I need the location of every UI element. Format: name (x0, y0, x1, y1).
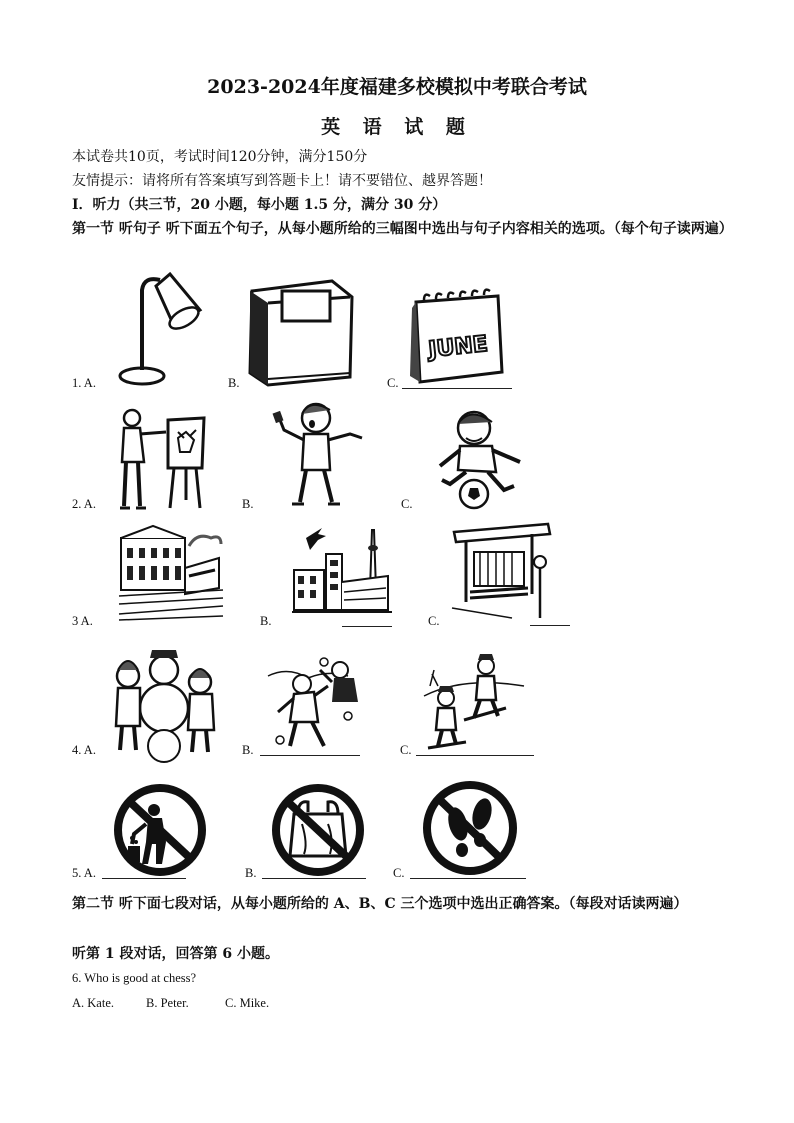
painting-man-icon (118, 408, 208, 512)
snowball-fight-icon (268, 656, 362, 754)
q6-option-c: C. Mike. (225, 996, 270, 1010)
exam-title: 2023-2024年度福建多校模拟中考联合考试 (207, 76, 587, 98)
part1-instructions: 第一节 听句子 听下面五个句子，从每小题所给的三幅图中选出与句子内容相关的选项。（每个句子读两遍） (72, 221, 733, 237)
no-plastic-bag-icon (268, 784, 368, 876)
no-footprints-icon (420, 780, 520, 876)
football-boy-icon (430, 410, 530, 510)
snowman-kids-icon (108, 650, 218, 756)
option-label: B. (260, 614, 272, 628)
option-label: B. (245, 866, 257, 880)
train-station-icon (119, 520, 223, 622)
desk-lamp-icon (112, 270, 207, 388)
option-label: B. (228, 376, 240, 390)
subject-title: 英 语 试 题 (321, 116, 473, 138)
answer-line (416, 755, 534, 756)
airport-city-icon (292, 520, 392, 620)
answer-line (342, 626, 392, 627)
calendar-text: JUNE (427, 331, 489, 363)
answer-line (530, 625, 570, 626)
option-label: 1. A. (72, 376, 96, 390)
singing-boy-icon (270, 400, 370, 508)
bus-stop-icon (452, 522, 552, 622)
option-label: C. (393, 866, 405, 880)
option-label: 3 A. (72, 614, 93, 628)
option-label: 5. A. (72, 866, 96, 880)
option-label: C. (428, 614, 440, 628)
option-label: C. (401, 497, 413, 511)
calendar-june-icon (406, 288, 506, 386)
answer-line (402, 388, 512, 389)
skiing-kids-icon (424, 656, 526, 752)
option-label: B. (242, 743, 254, 757)
answer-line (102, 878, 186, 879)
book-icon (246, 277, 356, 387)
q6-option-a: A. Kate. (72, 996, 114, 1010)
dialog-1-prompt: 听第 1 段对话，回答第 6 小题。 (72, 946, 279, 962)
exam-tip: 友情提示：请将所有答案填写到答题卡上！请不要错位、越界答题！ (72, 173, 492, 189)
section-heading: Ⅰ．听力（共三节，20 小题，每小题 1.5 分，满分 30 分） (72, 197, 447, 213)
exam-info: 本试卷共10页，考试时间120分钟，满分150分 (72, 149, 368, 165)
option-label: 4. A. (72, 743, 96, 757)
answer-line (262, 878, 366, 879)
option-label: 2. A. (72, 497, 96, 511)
no-littering-icon (110, 784, 210, 876)
answer-line (410, 878, 526, 879)
option-label: B. (242, 497, 254, 511)
option-label: C. (400, 743, 412, 757)
option-label: C. (387, 376, 399, 390)
answer-line (260, 755, 360, 756)
question-6: 6. Who is good at chess? (72, 971, 197, 985)
part2-instructions: 第二节 听下面七段对话，从每小题所给的 A、B、C 三个选项中选出正确答案。（每段对话读两遍） (72, 896, 688, 912)
q6-option-b: B. Peter. (146, 996, 189, 1010)
